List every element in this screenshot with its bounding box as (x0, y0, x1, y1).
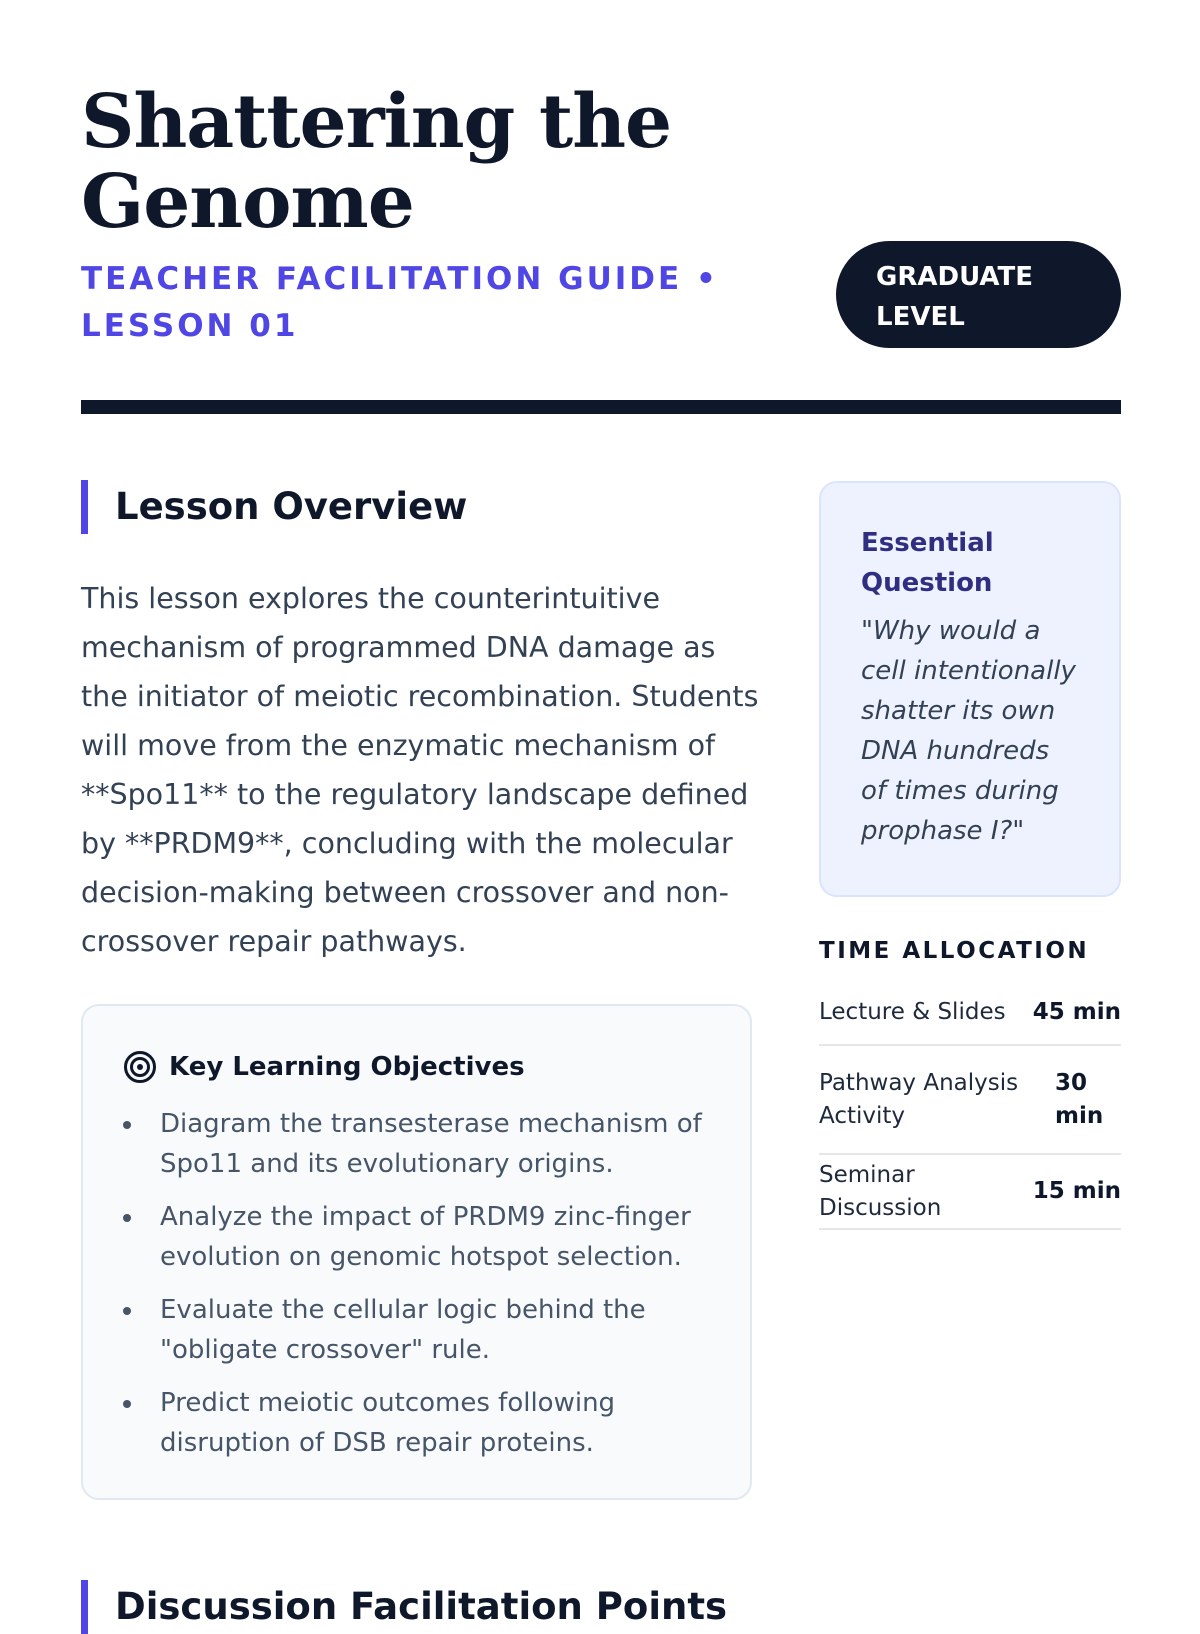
lesson-overview-heading: Lesson Overview (81, 480, 781, 534)
time-row-value: 45 min (1032, 998, 1121, 1025)
objective-item: Analyze the impact of PRDM9 zinc-finger evolution on genomic hotspot selection. (123, 1197, 710, 1277)
lesson-overview-text: This lesson explores the counterintuitive mechanism of programmed DNA damage as the initiator of meiotic recombination. Students will move from the enzymatic mechanism of **Spo11** to the regulatory landscape defined by **PRDM9**, concluding with the molecular decision-making between crossover and non-crossover repair pathways. (81, 582, 759, 958)
objective-item: Diagram the transesterase mechanism of Spo11 and its evolutionary origins. (123, 1104, 710, 1184)
essential-question-card (819, 481, 1121, 897)
objectives-header (123, 1048, 710, 1086)
objective-item: Predict meiotic outcomes following disruption of DSB repair proteins. (123, 1383, 710, 1463)
lesson-guide-page (81, 0, 1121, 1628)
time-row-label: Seminar Discussion (819, 1161, 942, 1221)
learning-objectives-card (81, 1004, 752, 1500)
header-divider (81, 400, 1121, 414)
level-badge: GRADUATE LEVEL (836, 241, 1121, 348)
page-title: Shattering the Genome (81, 79, 672, 245)
time-allocation-list (819, 980, 1121, 1230)
discussion-points-heading: Discussion Facilitation Points (81, 1580, 781, 1634)
time-row (819, 980, 1121, 1046)
time-row-label: Lecture & Slides (819, 998, 1006, 1025)
time-row-value: 30 min (1055, 1069, 1104, 1129)
essential-question-heading: Essential Question (861, 528, 994, 598)
objectives-list (123, 1104, 710, 1463)
objectives-heading: Key Learning Objectives (169, 1052, 525, 1082)
time-row-value: 15 min (1032, 1178, 1121, 1204)
time-row-label: Pathway Analysis Activity (819, 1069, 1019, 1129)
essential-question-quote: "Why would a cell intentionally shatter its own DNA hundreds of times during prophase I?" (861, 616, 1076, 846)
time-row (819, 1046, 1121, 1155)
time-row (819, 1155, 1121, 1230)
time-allocation-heading: TIME ALLOCATION (819, 938, 1090, 964)
objective-item: Evaluate the cellular logic behind the "obligate crossover" rule. (123, 1290, 710, 1370)
guide-subtitle: TEACHER FACILITATION GUIDE • LESSON 01 (81, 261, 719, 344)
target-icon (123, 1050, 157, 1084)
